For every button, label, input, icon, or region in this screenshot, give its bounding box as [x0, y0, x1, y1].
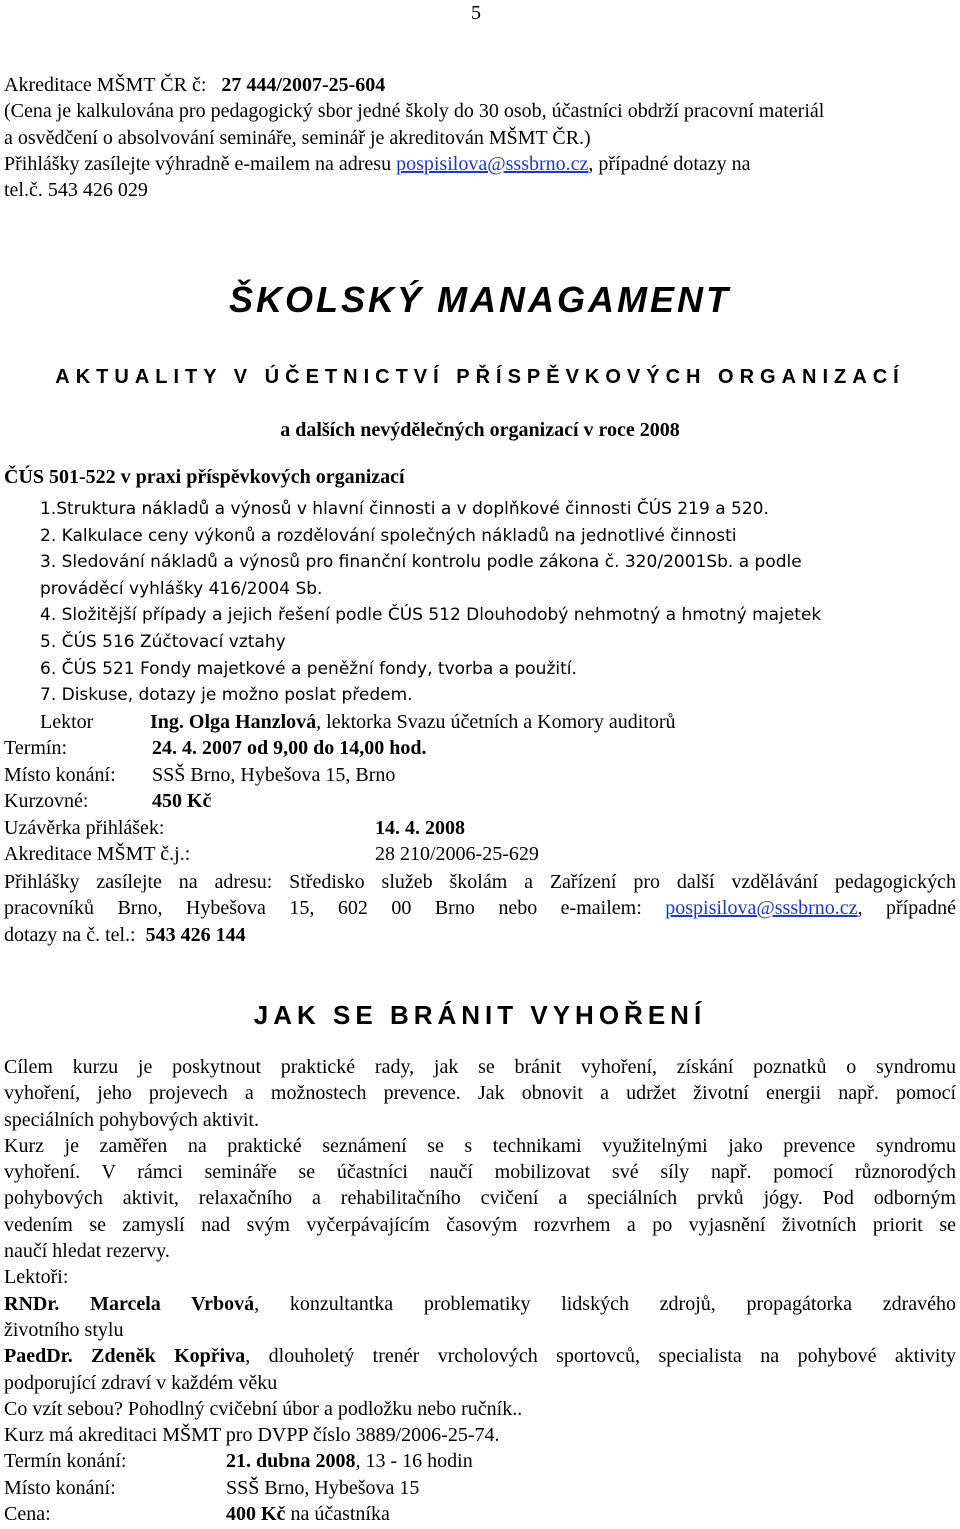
p2-line: pohybových aktivit, relaxačního a rehabilitačního cvičení a speciálních prvků jógy. Pod odborným: [4, 1187, 956, 1210]
list-item: 4. Složitější případy a jejich řešení podle ČÚS 512 Dlouhodobý nehmotný a hmotný majetek: [40, 605, 822, 626]
list-item: 5. ČÚS 516 Zúčtovací vztahy: [40, 631, 286, 652]
accreditation-label: Akreditace MŠMT ČR č:: [4, 74, 207, 96]
uzaverka-value: 14. 4. 2008: [375, 817, 465, 839]
kurzovne-value: 450 Kč: [152, 790, 212, 812]
lektor-label: Lektor: [40, 711, 94, 733]
course1-misto-row: [4, 762, 396, 788]
course2-cena-value: 400 Kč: [226, 1503, 286, 1526]
akreditace-label: Akreditace MŠMT č.j.:: [4, 843, 191, 865]
list-item: 6. ČÚS 521 Fondy majetkové a peněžní fondy, tvorba a použití.: [40, 658, 577, 679]
application-phone-label: dotazy na č. tel.:: [4, 923, 136, 946]
list-item: 1.Struktura nákladů a výnosů v hlavní činnosti a v doplňkové činnosti ČÚS 219 a 520.: [40, 499, 769, 519]
course1-kurzovne-row: [4, 788, 212, 814]
lektor1-description: , konzultantka problematiky lidských zdrojů, propagátorka zdravého: [254, 1292, 957, 1315]
course1-heading: AKTUALITY V ÚČETNICTVÍ PŘÍSPĚVKOVÝCH ORGANIZACÍ: [55, 366, 905, 388]
course2-termin-date: 21. dubna 2008: [226, 1450, 356, 1473]
p1-line: vyhoření, jeho projevech a možnostech prevence. Jak obnovit a udržet životní energii např. pomocí: [4, 1082, 956, 1105]
lektor1-line-2: životního stylu: [4, 1318, 124, 1341]
course2-termin-label: Termín konání:: [4, 1450, 127, 1473]
lektor1-line: [4, 1291, 956, 1317]
p2-line: vyhoření. V rámci semináře se účastníci naučí mobilizovat své síly např. pomocí různorodých: [4, 1161, 956, 1184]
course1-termin-row: [4, 735, 427, 761]
intro-email-link[interactable]: pospisilova@sssbrno.cz: [396, 152, 589, 175]
intro-section: [4, 72, 956, 203]
course2-title: JAK SE BRÁNIT VYHOŘENÍ: [253, 1000, 707, 1030]
application-line-2-tail: , případné: [857, 897, 956, 920]
course1-lektor-row: [40, 709, 676, 735]
p2-line: vedením se zamyslí nad svým vyčerpávajícím časovým rozvrhem a po vyjasnění životních priorit se: [4, 1213, 956, 1236]
list-item: prováděcí vyhlášky 416/2004 Sb.: [40, 578, 323, 599]
intro-application-line: [4, 151, 956, 177]
lektor-title: Ing.: [150, 711, 184, 733]
p2-line: Kurz je zaměřen na praktické seznámení se s technikami využitelnými jako prevence syndromu: [4, 1134, 956, 1157]
akreditace-value: 28 210/2006-25-629: [375, 843, 539, 865]
lektor-name: Olga Hanzlová: [188, 711, 317, 733]
accreditation-line: [4, 72, 956, 98]
course2-body: [4, 1054, 956, 1527]
course2-cena-label: Cena:: [4, 1503, 51, 1526]
course1-uzaverka-row: [4, 815, 465, 841]
course1-akreditace-row: [4, 841, 539, 867]
list-item: 2. Kalkulace ceny výkonů a rozdělování společných nákladů na jednotlivé činnosti: [40, 525, 737, 546]
lektor-description: , lektorka Svazu účetních a Komory auditorů: [316, 711, 676, 733]
lektor2-name: PaedDr. Zdeněk Kopřiva: [4, 1345, 246, 1368]
course1-subheading: a dalších nevýdělečných organizací v roce 2008: [280, 419, 680, 441]
course1-application: [4, 869, 956, 948]
termin-label: Termín:: [4, 737, 68, 759]
course2-termin-row: [4, 1448, 956, 1474]
misto-label: Místo konání:: [4, 764, 116, 786]
uzaverka-label: Uzávěrka přihlášek:: [4, 817, 165, 839]
kurzovne-label: Kurzovné:: [4, 790, 89, 812]
intro-application-tail: , případné dotazy na: [588, 152, 751, 175]
intro-note-line-1: (Cena je kalkulována pro pedagogický sbor jedné školy do 30 osob, účastníci obdrží pracovní materiál: [4, 100, 825, 123]
accreditation-number: 27 444/2007-25-604: [221, 74, 386, 96]
page-number: 5: [471, 2, 481, 24]
termin-value: 24. 4. 2007 od 9,00 do 14,00 hod.: [152, 737, 427, 759]
course2-cena-row: [4, 1501, 956, 1527]
lektor2-line-2: podporující zdraví v každém věku: [4, 1371, 278, 1394]
p1-line: speciálních pohybových aktivit.: [4, 1108, 259, 1131]
course2-misto-row: [4, 1475, 956, 1501]
course2-cena-unit: na účastníka: [285, 1503, 390, 1526]
intro-note-line-2: a osvědčení o absolvování semináře, seminář je akreditován MŠMT ČR.): [4, 126, 591, 149]
list-item: 3. Sledování nákladů a výnosů pro finanční kontrolu podle zákona č. 320/2001Sb. a podle: [40, 552, 802, 573]
intro-application-text: Přihlášky zasílejte výhradně e-mailem na adresu: [4, 152, 397, 175]
intro-phone-line: tel.č. 543 426 029: [4, 179, 148, 202]
application-phone: 543 426 144: [145, 923, 246, 946]
course2-misto-label: Místo konání:: [4, 1476, 116, 1499]
bring-along-line: Co vzít sebou? Pohodlný cvičební úbor a podložku nebo ručník..: [4, 1397, 523, 1420]
lektor2-description: , dlouholetý trenér vrcholových sportovců, specialista na pohybové aktivity: [245, 1345, 956, 1368]
misto-value: SSŠ Brno, Hybešova 15, Brno: [152, 764, 396, 786]
course1-cus-heading: ČÚS 501-522 v praxi příspěvkových organizací: [4, 466, 405, 488]
list-item: 7. Diskuse, dotazy je možno poslat předem.: [40, 685, 413, 706]
course2-misto-value: SSŠ Brno, Hybešova 15: [226, 1476, 420, 1499]
course1-topic-list: [40, 496, 940, 709]
application-line-2: [4, 895, 956, 921]
lektor1-name: RNDr. Marcela Vrbová: [4, 1292, 255, 1315]
application-line-2-text: pracovníků Brno, Hybešova 15, 602 00 Brno nebo e-mailem:: [4, 897, 666, 920]
lektori-label: Lektoři:: [4, 1266, 69, 1289]
application-line-1: Přihlášky zasílejte na adresu: Středisko služeb školám a Zařízení pro další vzdělávání pedagogických: [4, 871, 956, 893]
course1-title: ŠKOLSKÝ MANAGAMENT: [229, 279, 731, 320]
course2-termin-time: , 13 - 16 hodin: [355, 1450, 473, 1473]
p2-line: naučí hledat rezervy.: [4, 1240, 170, 1263]
application-line-3: [4, 922, 956, 948]
lektor2-line: [4, 1343, 956, 1369]
course2-accreditation: Kurz má akreditaci MŠMT pro DVPP číslo 3889/2006-25-74.: [4, 1424, 500, 1447]
application-email-link[interactable]: pospisilova@sssbrno.cz: [665, 897, 858, 920]
p1-line: Cílem kurzu je poskytnout praktické rady, jak se bránit vyhoření, získání poznatků o syndromu: [4, 1056, 956, 1078]
